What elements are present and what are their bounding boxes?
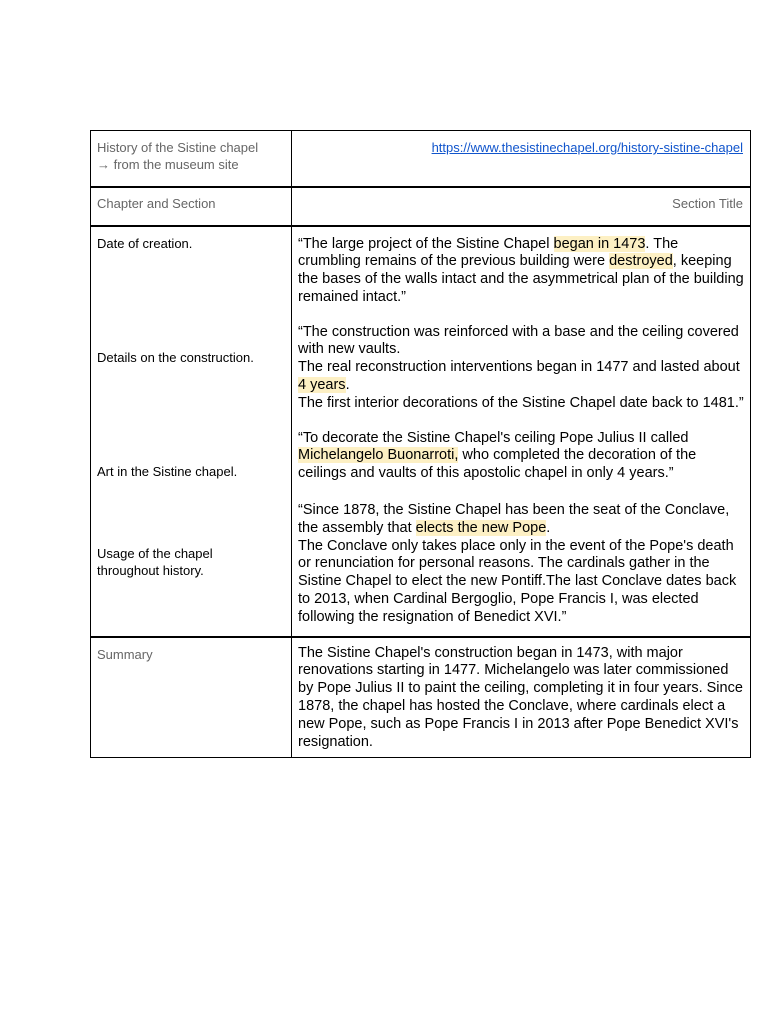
sistine-notes-table	[90, 130, 751, 758]
highlight-began-1473: began in 1473	[553, 235, 646, 252]
source-title-line2: → from the museum site	[97, 157, 239, 172]
label-usage-line2: throughout history.	[97, 562, 204, 578]
source-title-line1: History of the Sistine chapel	[97, 140, 259, 155]
highlight-destroyed: destroyed	[609, 253, 673, 270]
label-construction-details: Details on the construction.	[97, 349, 254, 365]
label-date-of-creation: Date of creation.	[97, 235, 193, 251]
quote-art: “To decorate the Sistine Chapel's ceiling Pope Julius II called Michelangelo Buonarroti, who completed the decoration of the ceilings and vaults of this apostolic chapel in only 4 years.”	[298, 429, 697, 482]
label-art: Art in the Sistine chapel.	[97, 463, 238, 479]
sections-row	[91, 226, 751, 637]
section-title-header: Section Title	[292, 187, 751, 226]
section-labels-cell	[91, 226, 292, 637]
source-title-cell	[91, 131, 292, 187]
quote-construction-details: “The construction was reinforced with a base and the ceiling covered with new vaults. The real reconstruction interventions began in 1477 and lasted about 4 years. The first interior decorations of the Sistine Chapel date back to 1481.”	[298, 323, 744, 411]
quote-date-of-creation: “The large project of the Sistine Chapel began in 1473. The crumbling remains of the previous building were destroyed, keeping the bases of the walls intact and the asymmetrical plan of the building remained intact.”	[298, 235, 744, 305]
subheader-row	[91, 187, 751, 226]
summary-text: The Sistine Chapel's construction began in 1473, with major renovations starting in 1477. Michelangelo was later commissioned by Pope Julius II to paint the ceiling, completing it in four years. Since 1878, the chapel has hosted the Conclave, where cardinals elect a new Pope, such as Pope Francis I in 2013 after Pope Benedict XVI's resignation.	[292, 637, 751, 758]
highlight-michelangelo: Michelangelo Buonarroti,	[298, 447, 459, 464]
source-link-cell	[292, 131, 751, 187]
source-link[interactable]: https://www.thesistinechapel.org/history-sistine-chapel	[431, 140, 743, 155]
label-usage-line1: Usage of the chapel	[97, 545, 213, 561]
chapter-section-header: Chapter and Section	[91, 187, 292, 226]
highlight-4-years: 4 years	[298, 377, 346, 394]
quote-usage-history: “Since 1878, the Sistine Chapel has been the seat of the Conclave, the assembly that elects the new Pope. The Conclave only takes place only in the event of the Pope's death or renunciation for personal reasons. The cardinals gather in the Sistine Chapel to elect the new Pontiff.The last Conclave dates back to 2013, when Cardinal Bergoglio, Pope Francis I, was elected following the resignation of Benedict XVI.”	[298, 502, 737, 625]
header-row	[91, 131, 751, 187]
summary-label: Summary	[91, 637, 292, 758]
section-quotes-cell	[292, 226, 751, 637]
summary-row	[91, 637, 751, 758]
label-usage-history	[97, 545, 213, 579]
highlight-elects-new-pope: elects the new Pope	[415, 519, 547, 536]
document-table-wrapper	[90, 130, 750, 758]
